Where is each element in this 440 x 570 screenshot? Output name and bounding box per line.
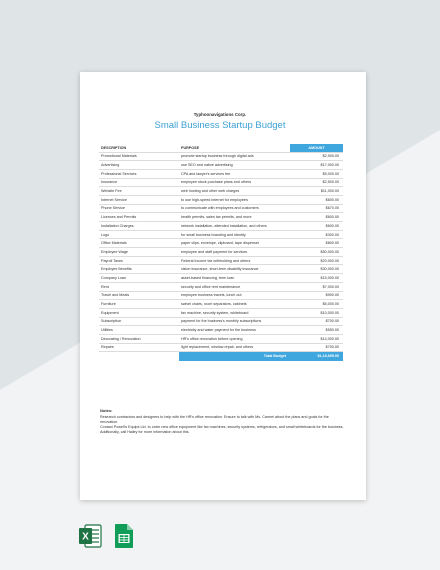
table-row [99, 274, 343, 283]
row-purpose: employee stock purchase plans and others [179, 178, 290, 187]
table-row [99, 248, 343, 257]
total-amount: $1,18,659.00 [290, 352, 343, 361]
row-amount: $15,000.00 [290, 274, 343, 283]
row-description: Employee Benefits [99, 265, 179, 274]
row-purpose: Federal income tax withholding and others [179, 256, 290, 265]
row-amount: $900.00 [290, 291, 343, 300]
row-purpose: light replacement, window repair, and others [179, 343, 290, 352]
row-description: Website Fee [99, 187, 179, 196]
row-purpose: to use high-speed internet for employees [179, 195, 290, 204]
table-row [99, 256, 343, 265]
table-header-row [99, 144, 343, 152]
row-description: Employee Wage [99, 248, 179, 257]
google-sheets-icon[interactable] [114, 523, 138, 549]
row-amount: $30,000.00 [290, 265, 343, 274]
total-spacer [99, 352, 179, 361]
row-purpose: health permits, sales tax permits, and more [179, 213, 290, 222]
row-description: Installation Charges [99, 222, 179, 231]
table-row [99, 213, 343, 222]
table-row [99, 317, 343, 326]
total-label: Total Budget [179, 352, 290, 361]
row-description: Repairs [99, 343, 179, 352]
row-purpose: employee and staff payment for services [179, 248, 290, 257]
row-purpose: network installation, attended installation, and others [179, 222, 290, 231]
row-purpose: swivel chairs, room separators, cabinets [179, 300, 290, 309]
row-description: Company Loan [99, 274, 179, 283]
notes-body [100, 415, 345, 435]
row-purpose: fax machine, security system, whiteboard [179, 308, 290, 317]
table-row [99, 308, 343, 317]
table-row [99, 326, 343, 335]
row-purpose: CPA and lawyer's services fee [179, 169, 290, 178]
row-amount: $2,500.00 [290, 178, 343, 187]
row-purpose: paper clips, envelope, clipboard, tape dispenser [179, 239, 290, 248]
row-amount: $7,000.00 [290, 282, 343, 291]
row-description: Rent [99, 282, 179, 291]
row-purpose: use SEO and native advertising [179, 161, 290, 170]
row-description: Payroll Taxes [99, 256, 179, 265]
table-row [99, 169, 343, 178]
table-row [99, 204, 343, 213]
row-amount: $670.00 [290, 204, 343, 213]
table-row [99, 222, 343, 231]
row-amount: $11,000.00 [290, 187, 343, 196]
row-purpose: HR's office renovation before opening [179, 334, 290, 343]
row-purpose: security and office rent maintenance [179, 282, 290, 291]
row-amount: $600.00 [290, 222, 343, 231]
row-purpose: payment for the business's monthly subscriptions [179, 317, 290, 326]
row-amount: $600.00 [290, 213, 343, 222]
row-description: Logo [99, 230, 179, 239]
row-description: Phone Service [99, 204, 179, 213]
row-amount: $800.00 [290, 239, 343, 248]
table-row [99, 343, 343, 352]
table-row [99, 152, 343, 161]
table-row [99, 195, 343, 204]
budget-table [99, 144, 343, 361]
table-row [99, 230, 343, 239]
row-amount: $550.00 [290, 326, 343, 335]
row-description: Utilities [99, 326, 179, 335]
row-purpose: asset-based financing, term loan [179, 274, 290, 283]
row-description: Office Materials [99, 239, 179, 248]
row-purpose: web hosting and other web charges [179, 187, 290, 196]
header-amount: AMOUNT [290, 144, 343, 152]
document-title: Small Business Startup Budget [154, 120, 286, 131]
notes-paragraph-2: Contact Powell's Equips Ltd. to order new office equipment like fax machines, security systems, refrigerators, and small whiteboards for the business. Additionally, call Hailey for more information about this. [100, 425, 344, 434]
table-row [99, 282, 343, 291]
table-row [99, 178, 343, 187]
table-row [99, 239, 343, 248]
row-amount: $600.00 [290, 195, 343, 204]
row-purpose: employee business travels, lunch out [179, 291, 290, 300]
header-description: DESCRIPTION [99, 144, 179, 152]
row-description: Licences and Permits [99, 213, 179, 222]
excel-letter: X [82, 531, 89, 543]
row-description: Equipment [99, 308, 179, 317]
row-amount: $17,000.00 [290, 161, 343, 170]
total-row [99, 352, 343, 361]
row-description: Subscription [99, 317, 179, 326]
row-purpose: electricity and water payment for the business [179, 326, 290, 335]
notes-title: Notes: [100, 408, 113, 413]
row-description: Travel and Meals [99, 291, 179, 300]
row-amount: $5,000.00 [290, 169, 343, 178]
row-purpose: vision insurance, short-term disability insurance [179, 265, 290, 274]
row-amount: $700.00 [290, 317, 343, 326]
table-row [99, 187, 343, 196]
table-row [99, 291, 343, 300]
row-amount: $2,900.00 [290, 152, 343, 161]
row-amount: $10,000.00 [290, 308, 343, 317]
row-amount: $300.00 [290, 230, 343, 239]
row-description: Decorating / Renovation [99, 334, 179, 343]
row-description: Advertising [99, 161, 179, 170]
header-purpose: PURPOSE [179, 144, 290, 152]
row-amount: $20,000.00 [290, 256, 343, 265]
row-purpose: to communicate with employees and customers [179, 204, 290, 213]
row-purpose: for small business branding and identity [179, 230, 290, 239]
table-row [99, 334, 343, 343]
row-description: Insurance [99, 178, 179, 187]
row-purpose: promote startup business through digital ads [179, 152, 290, 161]
table-row [99, 300, 343, 309]
row-amount: $700.00 [290, 343, 343, 352]
row-amount: $5,000.00 [290, 300, 343, 309]
table-row [99, 161, 343, 170]
notes-paragraph-1: Research contractors and designers to help with the HR's office renovation. Ensure to talk with Ms. Carmel about the plans and goals for the renovation. [100, 415, 329, 424]
excel-icon[interactable] [78, 523, 102, 549]
row-description: Furniture [99, 300, 179, 309]
row-amount: $50,000.00 [290, 248, 343, 257]
row-description: Professional Services [99, 169, 179, 178]
company-name: Typhoonavigations Corp. [193, 112, 247, 117]
table-row [99, 265, 343, 274]
row-description: Promotional Materials [99, 152, 179, 161]
row-description: Internet Service [99, 195, 179, 204]
row-amount: $14,000.00 [290, 334, 343, 343]
